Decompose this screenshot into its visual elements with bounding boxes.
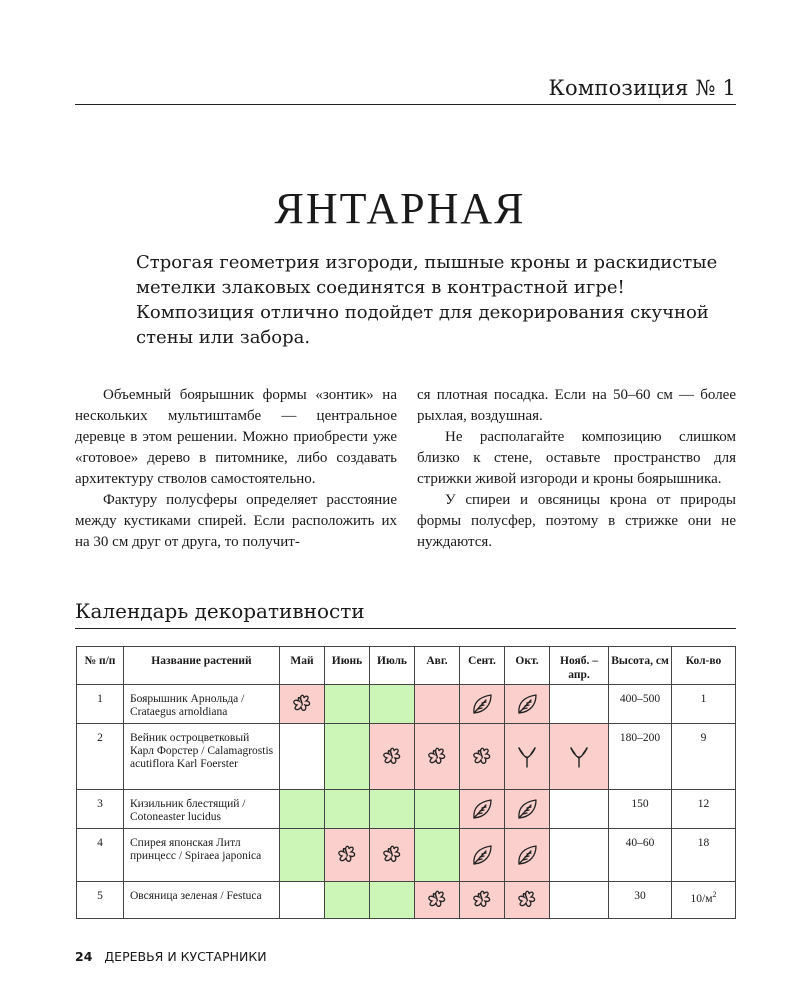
flower-icon [424,744,450,770]
lead-line: стены или забора. [136,327,311,348]
row-number: 2 [77,724,124,790]
table-row [77,882,736,919]
cell-jul [370,790,415,829]
flower-icon [379,744,405,770]
table-header-row [77,647,736,685]
cell-jul [370,685,415,724]
cell-oct [505,790,550,829]
lead-line: Строгая геометрия изгороди, пышные кроны и раскидистые [136,252,718,273]
plant-name: Вейник остроцветковый Карл Форстер / Calamagrostis acutiflora Karl Foerster [124,724,280,790]
col-header-novapr: Нояб. – апр. [550,647,609,685]
flower-icon [469,744,495,770]
cell-aug [415,882,460,919]
cell-novapr [550,790,609,829]
table-row [77,685,736,724]
cell-novapr [550,829,609,882]
page-number: 24 [75,949,93,964]
col-header-num: № п/п [77,647,124,685]
cell-aug [415,790,460,829]
plant-height: 40–60 [609,829,672,882]
lead-line: метелки злаковых соединятся в контрастной игре! [136,277,625,298]
cell-jul [370,829,415,882]
plant-name: Кизильник блестящий / Cotoneaster lucidus [124,790,280,829]
cell-jul [370,882,415,919]
flower-icon [289,691,315,717]
col-header-sep: Сент. [460,647,505,685]
col-header-height: Высота, см [609,647,672,685]
table-row [77,829,736,882]
cell-sep [460,829,505,882]
section-divider [75,628,736,629]
plant-height: 400–500 [609,685,672,724]
row-number: 3 [77,790,124,829]
plant-height: 150 [609,790,672,829]
leaf-icon [469,842,495,868]
plant-qty-cell [672,882,736,919]
cell-jun [325,685,370,724]
plant-height: 180–200 [609,724,672,790]
cell-oct [505,829,550,882]
col-header-may: Май [280,647,325,685]
col-header-jun: Июнь [325,647,370,685]
plant-qty: 18 [672,829,736,882]
plant-name: Овсяница зеленая / Festuca [124,882,280,919]
cell-jun [325,829,370,882]
cell-sep [460,790,505,829]
cell-jun [325,790,370,829]
flower-icon [334,842,360,868]
flower-icon [514,887,540,913]
lead-line: Композиция отлично подойдет для декорирования скучной [136,302,709,323]
cell-jun [325,724,370,790]
plant-qty: 10/м [690,892,713,905]
col-header-name: Название растений [124,647,280,685]
cell-aug [415,724,460,790]
plant-height: 30 [609,882,672,919]
row-number: 4 [77,829,124,882]
cell-aug [415,829,460,882]
cell-may [280,790,325,829]
table-row [77,724,736,790]
qty-superscript: 2 [712,890,717,899]
footer-section: ДЕРЕВЬЯ И КУСТАРНИКИ [104,949,267,964]
row-number: 1 [77,685,124,724]
body-paragraph: ся плотная посадка. Если на 50–60 см — более рыхлая, воздушная. [417,387,736,424]
cell-oct [505,724,550,790]
flower-icon [469,887,495,913]
body-paragraph: Объемный боярышник формы «зонтик» на нескольких мультиштамбе — центральное деревце в этом решении. Можно приобрести уже «готовое» дерево в питомнике, либо создавать архитектуру стволов самостоятельно. [75,387,397,487]
col-header-jul: Июль [370,647,415,685]
page-footer [75,949,267,964]
lead-paragraph [136,250,718,350]
flower-icon [424,887,450,913]
cell-novapr [550,882,609,919]
col-header-aug: Авг. [415,647,460,685]
grass-icon [514,744,540,770]
cell-novapr [550,724,609,790]
cell-oct [505,882,550,919]
page-title: ЯНТАРНАЯ [274,184,526,234]
table-row [77,790,736,829]
section-title: Календарь декоративности [75,599,365,623]
cell-jul [370,724,415,790]
header-divider [75,104,736,105]
body-paragraph: Не располагайте композицию слишком близко к стене, оставьте пространство для стрижки живой изгороди и кроны боярышника. [417,429,736,487]
cell-may [280,882,325,919]
col-header-qty: Кол-во [672,647,736,685]
row-number: 5 [77,882,124,919]
leaf-icon [514,796,540,822]
cell-aug [415,685,460,724]
cell-may [280,724,325,790]
cell-sep [460,882,505,919]
chapter-title: Композиция № 1 [548,76,736,100]
cell-novapr [550,685,609,724]
decorative-calendar-table [76,646,736,919]
body-column-left [75,385,397,553]
plant-name: Спирея японская Литл принцесс / Spiraea japonica [124,829,280,882]
leaf-icon [514,691,540,717]
body-column-right [417,385,736,553]
body-paragraph: У спиреи и овсяницы крона от природы формы полусфер, поэтому в стрижке они не нуждаются. [417,492,736,550]
cell-sep [460,685,505,724]
grass-icon [566,744,592,770]
cell-sep [460,724,505,790]
body-paragraph: Фактуру полусферы определяет расстояние между кустиками спирей. Если расположить их на 30 см друг от друга, то получит- [75,492,397,550]
plant-qty: 9 [672,724,736,790]
cell-may [280,829,325,882]
cell-jun [325,882,370,919]
plant-qty: 12 [672,790,736,829]
leaf-icon [469,691,495,717]
cell-oct [505,685,550,724]
leaf-icon [514,842,540,868]
col-header-oct: Окт. [505,647,550,685]
flower-icon [379,842,405,868]
plant-name: Боярышник Арнольда / Crataegus arnoldiana [124,685,280,724]
leaf-icon [469,796,495,822]
cell-may [280,685,325,724]
plant-qty: 1 [672,685,736,724]
